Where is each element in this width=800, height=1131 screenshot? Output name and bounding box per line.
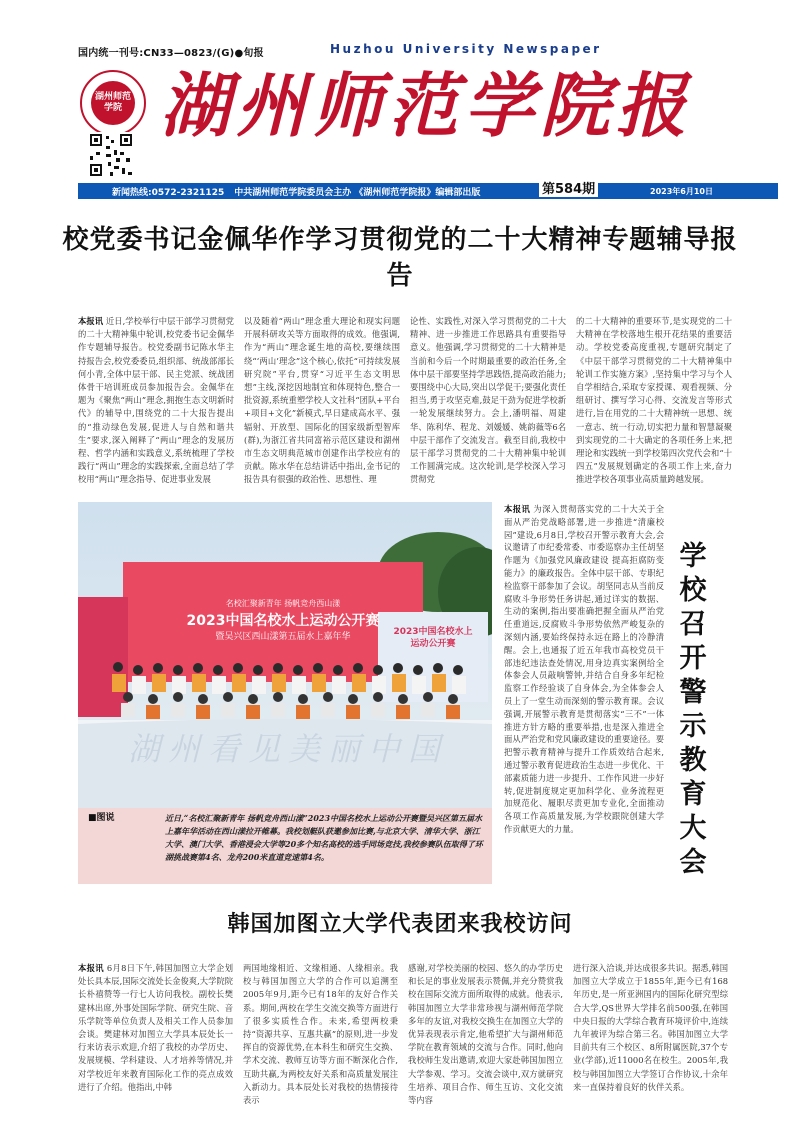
photo-banner-line1: 名校汇聚新青年 扬帆竞舟西山漾 bbox=[225, 599, 341, 608]
photo-slogan: 湖州看见美丽中国 bbox=[127, 730, 448, 768]
article1-column-3: 论性、实践性,对深入学习贯彻党的二十大精神、进一步推进工作思路具有重要指导意义。他强调,学习贯彻党的二十大精神是当前和今后一个时期最重要的政治任务,全体中层干部要坚持学思践悟,提高政治能力;要围绕中心大局,突出以学促干;要强化责任担当,勇于攻坚克难,鼓足干劲为促进学校新一轮发展继续努力。会上,潘明福、周建华、陈利华、程龙、刘媛媛、姚韵薇等6名中层干部作了交流发言。截至目前,我校中层干部学习贯彻党的二十大精神集中轮训工作圆满完成。这次轮训,是学校深入学习贯彻党 bbox=[410, 316, 566, 485]
article3-column-1 bbox=[78, 962, 233, 1122]
event-photo bbox=[78, 502, 492, 808]
article3-column-1-text: 6月8日下午,韩国加图立大学企划处长具本辰,国际交流处长金俊爽,大学院院长朴禧赞等一行七人访问我校。副校长樊建林出席,外事处国际学院、研究生院、音乐学院等单位负责人及相关工作人员参加会谈。樊建林对加图立大学具本辰处长一行来访表示欢迎,介绍了我校的办学历史、发展规模、学科建设、人才培养等情况,并对学校近年来教育国际化工作的亮点成效进行了介绍。他指出,中韩 bbox=[78, 963, 233, 1092]
masthead-title: 湖州师范学院报 bbox=[160, 64, 692, 147]
article3-column-3: 感谢,对学校美丽的校园、悠久的办学历史和长足的事业发展表示赞佩,并充分赞赏我校在国际交流方面所取得的成就。他表示,韩国加图立大学非常珍视与湖州师范学院多年的友谊,对我校交换生在加图立大学的优异表现表示肯定,他希望扩大与湖州师范学院在教育领域的交流与合作。同时,他向我校师生发出邀请,欢迎大家赴韩国加图立大学参观、学习。交流会谈中,双方就研究生培养、项目合作、师生互访、文化交流等内容 bbox=[408, 963, 563, 1106]
photo-banner-line2: 2023中国名校水上运动公开赛 bbox=[186, 613, 380, 629]
article2-lead: 本报讯 bbox=[504, 504, 531, 514]
qr-code-icon[interactable] bbox=[88, 132, 134, 178]
contact-line: 新闻热线:0572-2321125 bbox=[112, 187, 225, 198]
photo-caption: 近日,“名校汇聚新青年 扬帆竞舟西山漾”2023中国名校水上运动公开赛暨吴兴区第五届水上嘉年华活动在西山漾拉开帷幕。我校划艇队获邀参加比赛,与北京大学、清华大学、浙江大学、澳门大学、香港浸会大学等20多个知名高校的选手同场竞技,我校参赛队伍取得了环湖挑战赛第4名、龙舟200米直道竞速第4名。 bbox=[165, 813, 483, 862]
caption-tag: ■图说 bbox=[88, 813, 115, 823]
article2-body bbox=[504, 503, 664, 883]
article1-headline: 校党委书记金佩华作学习贯彻党的二十大精神专题辅导报告 bbox=[62, 225, 738, 291]
article2-text: 为深入贯彻落实党的二十大关于全面从严治党战略部署,进一步推进“清廉校园”建设,6月8日,学校召开警示教育大会,会议邀请了市纪委常委、市委巡察办主任胡坚作题为《加强党风廉政建设 提高拒腐防变能力》的廉政报告。全体中层干部、专职纪检监察干部参加了会议。胡坚同志从当前反腐败斗争形势任务讲起,通过详实的数据、生动的案例,指出要准确把握全面从严治党任重道远,反腐败斗争形势依然严峻复杂的深刻内涵,要始终保持永远在路上的冷静清醒。会上,也通报了近五年我市高校党员干部违纪违法查处情况,用身边真实案例给全体参会人员敲响警钟,并结合自身多年纪检监察工作经验谈了自身体会,为全体参会人员上了一堂生动而深刻的警示教育课。会议强调,开展警示教育是贯彻落实“三不”一体推进方针方略的重要举措,也是深入推进全面从严治党和党风廉政建设的重要途径。要把警示教育精神与提升工作质效结合起来,通过警示教育促进政治生态进一步优化、干部素质能力进一步提升、工作作风进一步好转,促进制度规定更加科学化、业务流程更加规范化、履职尽责更加专业化,全面推动各项工作高质量发展,为学校跟院创建大学作贡献更大的力量。 bbox=[504, 504, 664, 834]
article3-lead: 本报讯 bbox=[78, 963, 104, 973]
sponsor-line: 中共湖州师范学院委员会主办 《湖州师范学院报》编辑部出版 bbox=[234, 187, 481, 198]
university-seal-logo bbox=[80, 70, 146, 136]
issue-number: 第584期 bbox=[539, 178, 598, 197]
photo-banner-line3: 暨吴兴区西山漾第五届水上嘉年华 bbox=[215, 632, 351, 642]
article3-column-4: 进行深入洽谈,并达成很多共识。据悉,韩国加图立大学成立于1855年,距今已有168年历史,是一所亚洲国内的国际化研究型综合大学,QS世界大学排名前500强,在韩国中央日报的大学综合教育环境评价中,连续九年被评为综合第三名。韩国加图立大学目前共有三个校区、8所附属医院,37个专业(学部),近11000名在校生。2005年,我校与韩国加图立大学签订合作协议,十余年来一直保持着良好的伙伴关系。 bbox=[573, 963, 728, 1092]
article2-vertical-headline: 学校召开警示教育大会 bbox=[679, 541, 707, 878]
article3-headline: 韩国加图立大学代表团来我校访问 bbox=[227, 912, 573, 937]
english-title: Huzhou University Newspaper bbox=[330, 42, 602, 56]
article1-column-1-text: 近日,学校举行中层干部学习贯彻党的二十大精神集中轮训,校党委书记金佩华作专题辅导报告。校党委副书记陈水华主持报告会,校党委委员,组织部、统战部部长何小青,全体中层干部、民主党派、统战团体骨干培训班成员参加报告会。金佩华在题为《聚焦“两山”理念,拥抱生态文明新时代》的辅导中,围绕党的二十大报告提出的“推动绿色发展,促进人与自然和谐共生”要求,深入阐释了“两山”理念的发展历程、哲学内涵和实践意义,系统梳理了学校践行“两山”理念的实践探索,全面总结了学校用“两山”理念指导、促进事业发展 bbox=[78, 316, 234, 485]
article1-column-1 bbox=[78, 315, 234, 495]
issn-label: 国内统一刊号:CN33—0823/(G)●旬报 bbox=[78, 48, 264, 59]
article1-lead: 本报讯 bbox=[78, 316, 104, 326]
article1-column-4: 的二十大精神的重要环节,是实现党的二十大精神在学校落地生根开花结果的重要活动。学校党委高度重视,专题研究制定了《中层干部学习贯彻党的二十大精神集中轮训工作实施方案》,坚持集中学习与个人自学相结合,采取专家授课、观看视频、分组研讨、撰写学习心得、交流发言等形式进行,旨在用党的二十大精神统一思想、统一意志、统一行动,切实把力量和智慧凝聚到实现党的二十大确定的各项任务上来,把理论和实践统一到学校第四次党代会和“十四五”发展规划确定的各项工作上来,奋力推进学校各项事业高质量跨越发展。 bbox=[576, 316, 732, 485]
photo-side-badge: 2023中国名校水上运动公开赛 bbox=[393, 627, 473, 649]
article3-column-2: 两国地缘相近、文缘相通、人缘相亲。我校与韩国加图立大学的合作可以追溯至2005年9月,距今已有18年的友好合作关系。期间,两校在学生交流交换等方面进行了很多实质性合作。未来,希望两校秉持“资源共享、互惠共赢”的原则,进一步发挥自的资源优势,在本科生和研究生交换、学术交流、教师互访等方面不断深化合作,互助共赢,为两校友好关系和高质量发展注入新动力。具本辰处长对我校的热情接待表示 bbox=[243, 963, 398, 1106]
seal-text: 湖州师范学院 bbox=[91, 81, 135, 125]
article1-column-2: 以及随着“两山”理念重大理论和现实问题开展科研攻关等方面取得的成效。他强调,作为“两山”理念诞生地的高校,要继续围绕“‘两山’理念”这个核心,依托“可持续发展研究院”平台,贯穿“习近平生态文明思想”主线,深挖因地制宜和体现特色,整合一批资源,系统重塑学校人文社科“团队+平台+项目+文化”新模式,早日建成高水平、强辐射、开放型、国际化的国家级新型智库(群),为浙江省共同富裕示范区建设和湖州市生态文明典范城市创建作出学校应有的贡献。陈水华在总结讲话中指出,金书记的报告具有很强的政治性、思想性、理 bbox=[244, 316, 400, 485]
issue-date: 2023年6月10日 bbox=[650, 187, 713, 196]
